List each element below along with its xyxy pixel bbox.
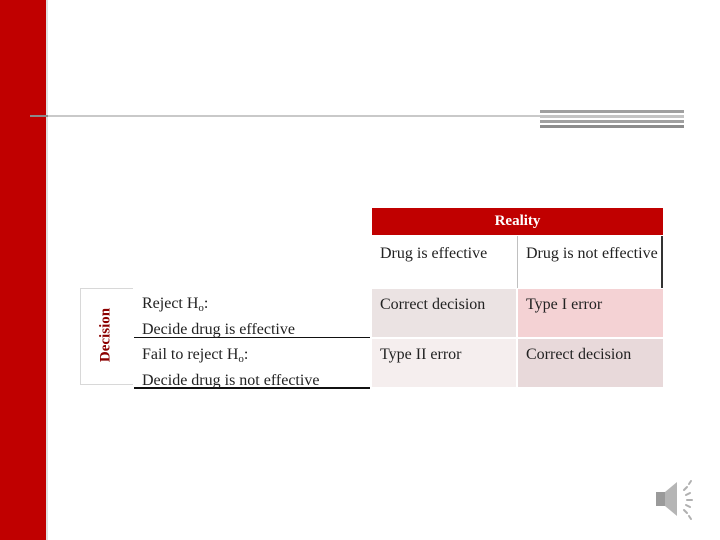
row-label-prefix: Reject H — [142, 295, 199, 312]
cell-correct-decision: Correct decision — [372, 289, 516, 337]
cell-correct-decision-2: Correct decision — [518, 339, 663, 387]
row-label-subscript: o — [198, 302, 204, 314]
row-label-line2: Decide drug is not effective — [142, 372, 320, 389]
row-label-suffix: : — [243, 346, 249, 363]
title-divider-cap — [30, 115, 48, 117]
row-label-subscript: o — [238, 353, 244, 365]
row-header-fail-to-reject — [134, 339, 370, 389]
reality-header: Reality — [372, 208, 663, 235]
col-header-not-effective: Drug is not effective — [517, 236, 663, 288]
decision-label: Decision — [97, 307, 114, 363]
cell-type-i-error: Type I error — [518, 289, 663, 337]
title-divider — [30, 115, 540, 117]
row-header-reject — [134, 288, 370, 338]
accent-sidebar — [0, 0, 46, 540]
decorative-stripes — [540, 110, 684, 128]
row-label-line2: Decide drug is effective — [142, 321, 295, 338]
row-label-suffix: : — [203, 295, 209, 312]
col-header-effective: Drug is effective — [372, 236, 516, 288]
cell-type-ii-error: Type II error — [372, 339, 516, 387]
sidebar-edge — [46, 0, 48, 540]
row-label-prefix: Fail to reject H — [142, 346, 239, 363]
speaker-icon[interactable] — [652, 474, 704, 526]
